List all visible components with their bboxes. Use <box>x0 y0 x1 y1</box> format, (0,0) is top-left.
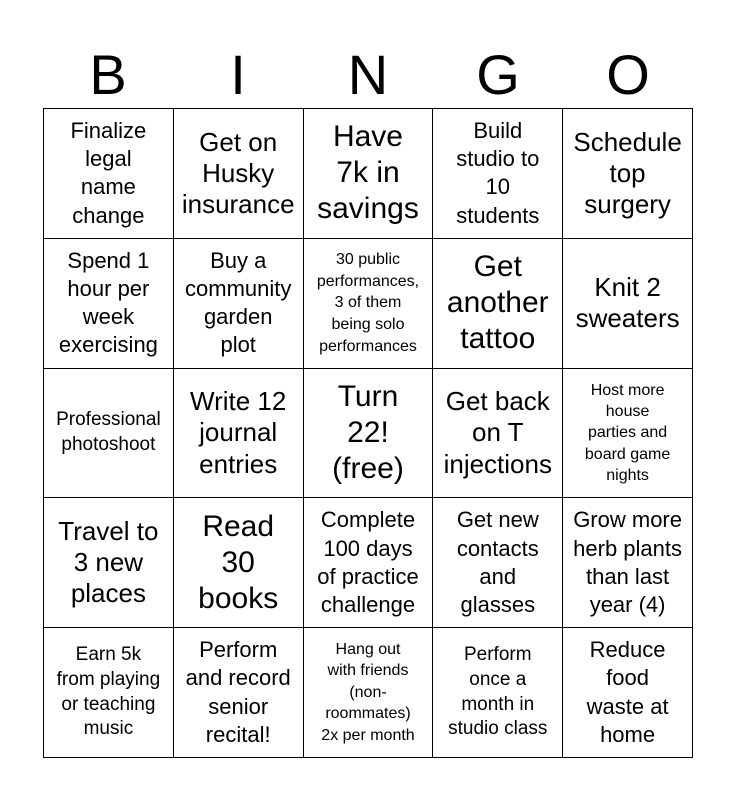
bingo-cell[interactable]: Finalize legal name change <box>44 109 174 239</box>
bingo-cell[interactable]: Get back on T injections <box>433 369 563 499</box>
bingo-cell[interactable]: Knit 2 sweaters <box>563 239 693 369</box>
header-letter-g: G <box>476 43 520 106</box>
free-space-cell[interactable]: Turn 22! (free) <box>304 369 434 499</box>
bingo-header <box>43 42 693 108</box>
header-letter-n: N <box>347 43 389 106</box>
bingo-cell[interactable]: Read 30 books <box>174 498 304 628</box>
bingo-cell[interactable]: Perform and record senior recital! <box>174 628 304 758</box>
bingo-cell[interactable]: Perform once a month in studio class <box>433 628 563 758</box>
bingo-cell[interactable]: Grow more herb plants than last year (4) <box>563 498 693 628</box>
bingo-cell[interactable]: Earn 5k from playing or teaching music <box>44 628 174 758</box>
header-letter-o: O <box>606 43 650 106</box>
bingo-cell[interactable]: Build studio to 10 students <box>433 109 563 239</box>
bingo-cell[interactable]: Get new contacts and glasses <box>433 498 563 628</box>
header-letter-i: I <box>230 43 246 106</box>
bingo-cell[interactable]: Professional photoshoot <box>44 369 174 499</box>
bingo-cell[interactable]: Get another tattoo <box>433 239 563 369</box>
bingo-cell[interactable]: Travel to 3 new places <box>44 498 174 628</box>
bingo-cell[interactable]: Have 7k in savings <box>304 109 434 239</box>
bingo-cell[interactable]: Get on Husky insurance <box>174 109 304 239</box>
bingo-cell[interactable]: Reduce food waste at home <box>563 628 693 758</box>
bingo-cell[interactable]: 30 public performances, 3 of them being solo performances <box>304 239 434 369</box>
header-letter-b: B <box>89 43 127 106</box>
bingo-cell[interactable]: Write 12 journal entries <box>174 369 304 499</box>
bingo-cell[interactable]: Host more house parties and board game nights <box>563 369 693 499</box>
bingo-cell[interactable]: Schedule top surgery <box>563 109 693 239</box>
bingo-cell[interactable]: Hang out with friends (non- roommates) 2x per month <box>304 628 434 758</box>
bingo-grid <box>43 108 693 758</box>
bingo-cell[interactable]: Spend 1 hour per week exercising <box>44 239 174 369</box>
bingo-cell[interactable]: Complete 100 days of practice challenge <box>304 498 434 628</box>
bingo-cell[interactable]: Buy a community garden plot <box>174 239 304 369</box>
